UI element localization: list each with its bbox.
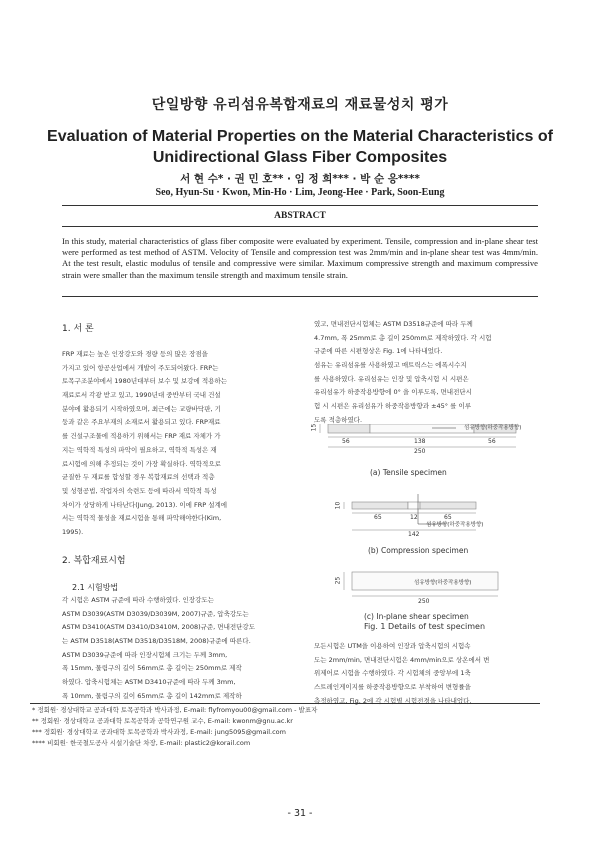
body-line: 폭 15mm, 물림구의 길이 56mm로 총 길이는 250mm로 제작 [62,664,242,673]
body-line: 측정하였고, Fig. 2에 각 시험별 시험전경을 나타내었다. [314,696,472,705]
body-line: 차이가 상당하게 나타난다(Jung, 2013). 이에 FRP 설계에 [62,500,228,509]
body-line: 는 ASTM D3518(ASTM D3518/D3518M, 2008)규준에 따른다. [62,637,251,646]
abstract-bottom-rule [62,296,538,297]
authors-korean: 서 현 수* · 권 민 호** · 임 정 희*** · 박 순 응**** [180,173,420,185]
section-1-title: 1. 서 론 [62,324,94,334]
shear-dim-width: 25 [334,576,342,585]
abstract-heading-rule [62,226,538,227]
abstract-body: In this study, material characteristics of glass fiber composite were evaluated by experiment. Tensile, compression and in-plane shear test were performed as test method of ASTM. Velocity of Tensile and compression test was 2mm/min and in-plane shear test was 4mm/min. At the test result, elastic modulus of tensile and compressive were similar. Maximum compressive strength and maximum compressive strain were smaller than the maximum tensile strength and maximum tensile strain. [62,236,538,280]
section-2-1-body [62,594,294,704]
compression-dim-gauge: 12 [410,514,418,521]
tensile-fiber-label: 섬유방향(하중작용방향) [464,425,522,431]
footnote-line: * 정회원· 경상대학교 공과대학 토목공학과 박사과정, E-mail: flyfromyou00@gmail.com - 발표자 [32,706,318,714]
compression-caption: (b) Compression specimen [368,546,469,555]
tensile-grip-left [328,424,370,433]
footnote-rule [30,703,540,704]
title-english-line-2: Unidirectional Glass Fiber Composites [152,149,448,166]
body-line: 분야에 활용되기 시작하였으며, 최근에는 교량바닥판, 기 [62,404,221,413]
body-line: 험 시 시편은 유리섬유가 하중작용방향과 ±45° 를 이루 [314,402,472,411]
body-line: 각 시험은 ASTM 규준에 따라 수행하였다. 인장강도는 [62,596,214,604]
compression-grip-left [352,502,408,509]
body-line: 토목구조분야에서 1980년대부터 보수 및 보강에 적용하는 [62,377,228,386]
title-english [40,126,560,168]
compression-dim-grip-right: 65 [444,514,452,521]
figure-1-caption: Fig. 1 Details of test specimen [364,622,486,631]
body-line: 및 성형공법, 작업자의 숙련도 등에 따라서 역학적 특성 [62,486,217,495]
tensile-dim-grip-right: 56 [488,438,496,445]
body-line: FRP 재료는 높은 인장강도와 경량 등의 많은 장점을 [62,350,208,358]
title-korean: 단일방향 유리섬유복합재료의 재료물성치 평가 [151,97,449,113]
compression-dim-grip-left: 65 [374,514,382,521]
body-line: 1995). [62,527,84,536]
tensile-dim-total: 250 [414,448,426,455]
tensile-caption: (a) Tensile specimen [370,468,447,477]
body-line: ASTM D3039규준에 따라 인장시험체 크기는 두께 3mm, [62,650,228,659]
body-line: ASTM D3039(ASTM D3039/D3039M, 2007)규준, 압축강도는 [62,609,249,618]
body-line: 를 건설구조물에 적용하기 위해서는 FRP 재료 자체가 가 [62,432,221,441]
right-column-bottom-body [314,640,540,708]
body-line: 도는 2mm/min, 면내전단시험은 4mm/min으로 상온에서 변 [314,655,490,664]
body-line: 가지고 있어 항공산업에서 개발이 주도되어왔다. FRP는 [62,363,219,372]
footnote-line: ** 정회원· 경상대학교 공과대학 토목공학과 공학연구원 교수, E-mail: kwonm@gnu.ac.kr [32,717,293,725]
body-line: 균질한 두 재료를 합성할 경우 복합재료의 선택과 적층 [62,473,215,482]
shear-dim-total: 250 [418,598,430,605]
right-column-top-body [314,318,540,428]
tensile-gauge [370,424,474,433]
body-line: 유리섬유가 하중작용방향에 0° 을 이루도록, 면내전단시 [314,388,472,397]
body-line: 섬유는 유리섬유를 사용하였고 매트릭스는 에폭시수지 [314,361,467,370]
tensile-dim-width: 15 [310,423,318,432]
tensile-dim-gauge: 138 [414,438,426,445]
abstract-top-rule [62,205,538,206]
authors-english: Seo, Hyun-Su · Kwon, Min-Ho · Lim, Jeong-Hee · Park, Soon-Eung [155,187,445,198]
shear-caption: (c) In-plane shear specimen [364,612,469,621]
body-line: ASTM D3410(ASTM D3410/D3410M, 2008)규준, 면내전단강도 [62,623,255,632]
compression-fiber-label: 섬유방향(하중작용방향) [426,522,484,528]
body-line: 모든시험은 UTM을 이용하여 인장과 압축시험의 시험속 [314,642,471,650]
body-line: 위제어로 시험을 수행하였다. 각 시험체의 중앙부에 1축 [314,669,471,678]
body-line: 재료로서 각광 받고 있고, 1990년대 중반부터 국내 건설 [62,391,221,400]
compression-dim-total: 142 [408,531,420,538]
body-line: 폭 10mm, 물림구의 길이 65mm로 총 길이 142mm로 제작하 [62,691,242,700]
section-2-1-title: 2.1 시험방법 [72,583,119,592]
tensile-dim-grip-left: 56 [342,438,350,445]
abstract-heading: ABSTRACT [274,211,326,221]
footnote-line: *** 정회원· 경상대학교 공과대학 토목공학과 박사과정, E-mail: jung5095@gmail.com [32,728,286,736]
body-line: 지는 역학적 특성의 파악이 필요하고, 역학적 특성은 재 [62,445,217,454]
shear-fiber-label: 섬유방향(하중작용방향) [414,580,472,586]
title-english-line-1: Evaluation of Material Properties on the Material Characteristics of [47,128,553,145]
body-line: 료시험에 의해 추정되는 것이 가장 확실하다. 역학적으로 [62,459,221,468]
body-line: 였고, 면내전단시험체는 ASTM D3518규준에 따라 두께 [314,320,473,328]
section-1-body [62,348,294,540]
body-line: 규준에 따른 시편형상은 Fig. 1에 나타내었다. [314,347,443,356]
compression-dim-width: 10 [334,501,342,510]
compression-grip-right [420,502,476,509]
body-line: 4.7mm, 폭 25mm로 총 길이 250mm로 제작하였다. 각 시험 [314,333,492,342]
footnote-line: **** 비회원· 한국철도공사 시설기술단 차장, E-mail: plastic2@korail.com [32,739,251,747]
body-line: 둥과 같은 주요부재의 소재로서 활용되고 있다. FRP재료 [62,418,221,427]
section-2-title: 2. 복합재료시험 [62,556,126,566]
figure-1 [310,423,540,624]
body-line: 하였다. 압축시험체는 ASTM D3410규준에 따라 두께 3mm, [62,678,236,687]
page-number: - 31 - [287,808,313,819]
footnotes [32,705,552,749]
body-line: 도록 적층하였다. [314,415,363,424]
body-line: 를 사용하였다. 유리섬유는 인장 및 압축시험 시 시편은 [314,374,469,383]
body-line: 서는 역학적 물성을 재료시험을 통해 파악해야한다(Kim, [62,514,222,523]
body-line: 스트레인게이지를 하중작용방향으로 부착하여 변형률을 [314,683,471,692]
